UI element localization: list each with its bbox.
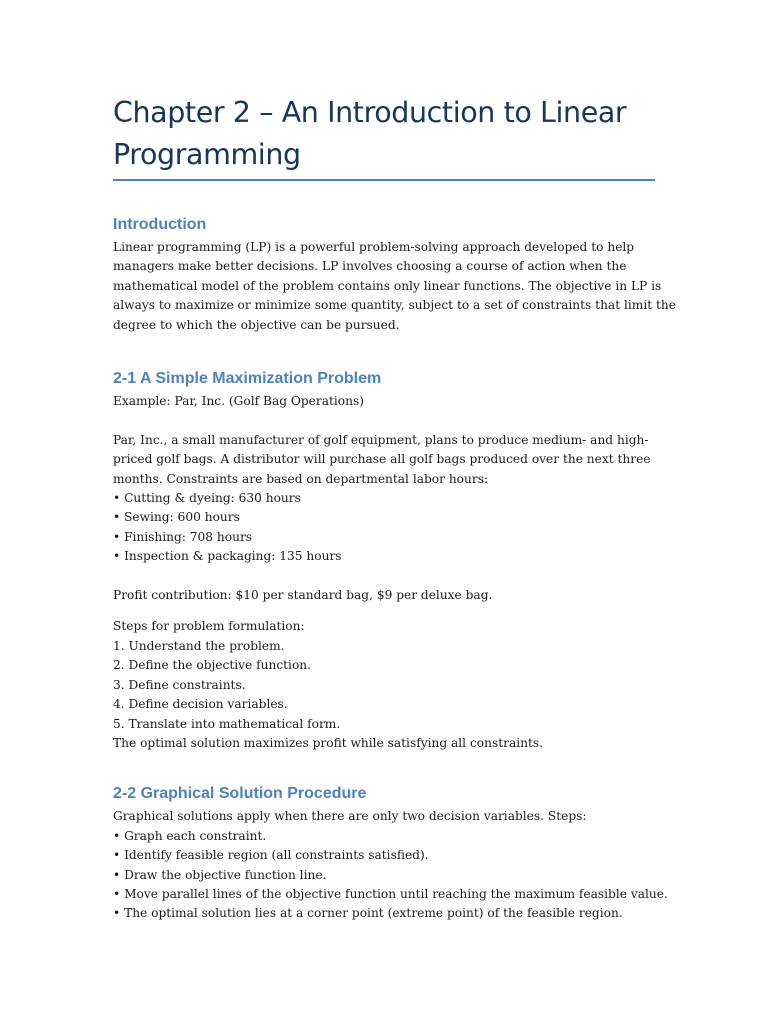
text-line: Linear programming (LP) is a powerful problem-solving approach developed to help [113, 240, 635, 254]
profit-contribution [113, 586, 655, 605]
section-heading-introduction: Introduction [113, 216, 207, 233]
step-item: 1. Understand the problem. [113, 638, 285, 653]
formulation-steps [113, 617, 655, 753]
text-line: mathematical model of the problem contains only linear functions. The objective in LP is [113, 278, 662, 293]
constraint-bullet: • Finishing: 708 hours [113, 529, 253, 544]
profit-line: Profit contribution: $10 per standard bag, $9 per deluxe bag. [113, 588, 493, 603]
chapter-title-line-2: Programming [113, 138, 301, 171]
chapter-title [113, 92, 655, 176]
procedure-bullet: • Draw the objective function line. [113, 867, 327, 882]
chapter-title-line-1: Chapter 2 – An Introduction to Linear [113, 96, 627, 129]
text-line: always to maximize or minimize some quantity, subject to a set of constraints that limit the [113, 298, 676, 313]
step-item: 3. Define constraints. [113, 677, 246, 692]
text-line: managers make better decisions. LP involves choosing a course of action when the [113, 259, 627, 274]
procedure-bullet: • Identify feasible region (all constraints satisfied). [113, 848, 429, 863]
graphical-procedure [113, 807, 668, 923]
constraint-bullet: • Cutting & dyeing: 630 hours [113, 491, 301, 506]
procedure-bullet: • The optimal solution lies at a corner point (extreme point) of the feasible region. [113, 906, 623, 921]
conclusion-line: The optimal solution maximizes profit while satisfying all constraints. [113, 735, 543, 750]
graphical-intro: Graphical solutions apply when there are only two decision variables. Steps: [113, 809, 587, 824]
constraint-bullet: • Inspection & packaging: 135 hours [113, 549, 342, 564]
constraint-bullet: • Sewing: 600 hours [113, 510, 240, 525]
maximization-example [113, 392, 655, 411]
section-heading-maximization: 2-1 A Simple Maximization Problem [113, 370, 382, 388]
section-heading-graphical: 2-2 Graphical Solution Procedure [113, 785, 367, 803]
introduction-paragraph [113, 238, 676, 335]
procedure-bullet: • Move parallel lines of the objective function until reaching the maximum feasible value. [113, 886, 668, 901]
steps-intro: Steps for problem formulation: [113, 619, 305, 634]
maximization-description [113, 431, 655, 567]
step-item: 4. Define decision variables. [113, 697, 288, 712]
document-content [113, 92, 676, 924]
text-line: degree to which the objective can be pursued. [113, 317, 400, 332]
step-item: 2. Define the objective function. [113, 658, 311, 673]
step-item: 5. Translate into mathematical form. [113, 716, 341, 731]
text-line: Par, Inc., a small manufacturer of golf equipment, plans to produce medium- and high- [113, 432, 649, 447]
procedure-bullet: • Graph each constraint. [113, 828, 267, 843]
text-line: priced golf bags. A distributor will purchase all golf bags produced over the next three [113, 452, 651, 467]
text-line: months. Constraints are based on departmental labor hours: [113, 471, 489, 486]
example-line: Example: Par, Inc. (Golf Bag Operations) [113, 394, 364, 409]
